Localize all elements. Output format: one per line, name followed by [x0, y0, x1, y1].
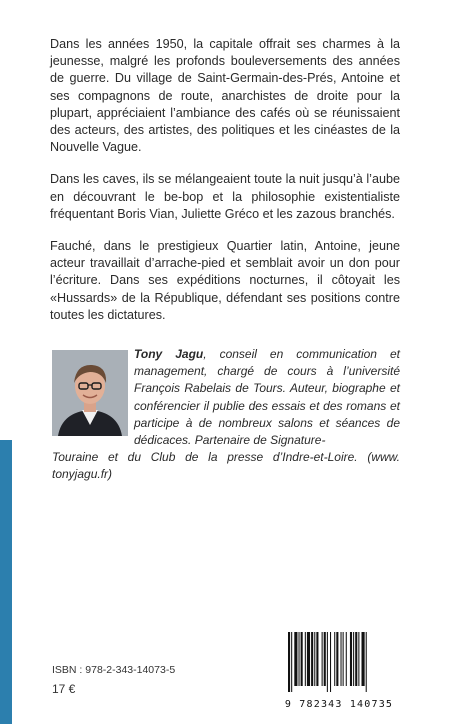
- barcode-bar: [353, 632, 354, 686]
- barcode-bar: [350, 632, 352, 686]
- barcode-bar: [343, 632, 344, 686]
- barcode-bar: [299, 632, 300, 686]
- barcode-bar: [307, 632, 310, 686]
- barcode-bar: [336, 632, 338, 686]
- barcode-bar: [346, 632, 347, 686]
- barcode-bar: [330, 632, 331, 692]
- cover-accent-strip: [0, 440, 12, 724]
- author-name: Tony Jagu: [134, 347, 204, 361]
- barcode-bar: [322, 632, 323, 686]
- author-portrait-icon: [52, 350, 128, 436]
- summary-paragraph-1: Dans les années 1950, la capitale offrait ses charmes à la jeunesse, malgré les profonds bouleversements des années de guerre. Du village de Saint-Germain-des-Prés, Antoine et ses compagnons de route, anarchistes de droite pour la plupart, appréciaient l’ambiance des cafés où se réunissaient des acteurs, des artistes, des politiques et les cinéastes de la Nouvelle Vague.: [50, 37, 400, 155]
- back-cover-summary: [50, 36, 400, 339]
- barcode-bar: [355, 632, 357, 686]
- barcode-bar: [316, 632, 318, 686]
- price-label: 17 €: [52, 682, 76, 696]
- barcode-icon: [280, 630, 398, 696]
- barcode-bar: [291, 632, 292, 692]
- barcode-bar: [305, 632, 306, 686]
- barcode-bar: [341, 632, 342, 686]
- author-bio-top: [134, 346, 400, 449]
- summary-paragraph-2: Dans les caves, ils se mélangeaient toute la nuit jusqu’à l’aube en découvrant le be-bop et la philosophie existentialiste fréquentant Boris Vian, Juliette Gréco et les zazous branchés.: [50, 172, 400, 221]
- barcode-bar: [301, 632, 303, 686]
- summary-paragraph-3: Fauché, dans le prestigieux Quartier latin, Antoine, jeune acteur travaillait d’arrache-pied et semblait avoir un don pour l’écriture. Dans ses expéditions nocturnes, il côtoyait les «Hussards» de la République, défendant ses positions contre toutes les dictatures.: [50, 239, 400, 322]
- barcode: [280, 630, 398, 710]
- author-photo: [52, 350, 128, 436]
- barcode-bar: [362, 632, 365, 686]
- author-bio-text-top: , conseil en communication et management, chargé de cours à l’université François Rabelais de Tours. Auteur, biographe et conférencier il publie des essais et des romans et participe à de nombreux salons et séances de dédicaces. Partenaire de Signature-: [134, 347, 400, 448]
- barcode-bar: [314, 632, 315, 686]
- barcode-bar: [311, 632, 313, 686]
- barcode-bar: [288, 632, 290, 692]
- barcode-bar: [366, 632, 367, 692]
- barcode-bar: [358, 632, 359, 686]
- barcode-bar: [294, 632, 297, 686]
- author-bio-bottom: Touraine et du Club de la presse d’Indre-et-Loire. (www. tonyjagu.fr): [52, 450, 400, 482]
- barcode-bar: [324, 632, 326, 686]
- isbn-label: ISBN : 978-2-343-14073-5: [52, 664, 176, 676]
- barcode-digits: 9 782343 140735: [284, 699, 394, 710]
- barcode-bar: [334, 632, 335, 686]
- barcode-bar: [327, 632, 328, 692]
